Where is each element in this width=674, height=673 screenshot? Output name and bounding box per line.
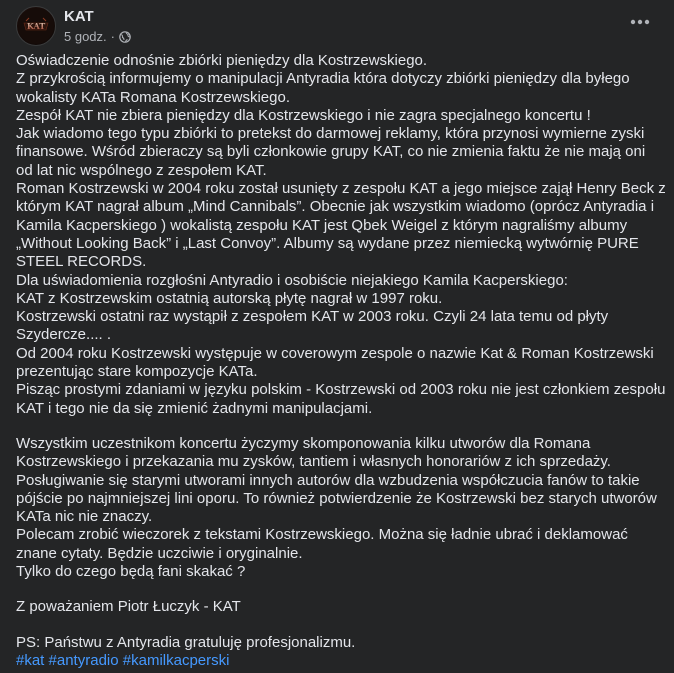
post-ps: PS: Państwu z Antyradia gratuluję profesjonalizmu. [16, 633, 356, 651]
post-text-line: KAT z Kostrzewskim ostatnią autorską płytę nagrał w 1997 roku. [16, 289, 443, 307]
post-text-line: Dla uświadomienia rozgłośni Antyradio i osobiście niejakiego Kamila Kacperskiego: [16, 271, 568, 289]
post-text-line: Od 2004 roku Kostrzewski występuje w coverowym zespole o nazwie Kat & Roman Kostrzewski prezentując stare kompozycje KATa. [16, 344, 654, 381]
post-signature: Z poważaniem Piotr Łuczyk - KAT [16, 598, 241, 616]
hashtag-link[interactable]: #kat [16, 651, 45, 669]
post-text-line: Z przykrością informujemy o manipulacji Antyradia która dotyczy zbiórki pieniędzy dla byłego wokalisty KATa Romana Kostrzewskiego. [16, 70, 630, 106]
avatar[interactable] [16, 6, 56, 46]
post-meta [64, 29, 131, 45]
post-text-line: Pisząc prostymi zdaniami w języku polskim - Kostrzewski od 2003 roku nie jest członkiem zespołu KAT i tego nie da się zmienić żadnymi manipulacjami. [16, 381, 666, 417]
paragraph-gap [16, 418, 666, 435]
post-text-line: Oświadczenie odnośnie zbiórki pieniędzy dla Kostrzewskiego. [16, 52, 428, 69]
hashtag-list [16, 652, 666, 670]
paragraph-gap [16, 617, 666, 634]
paragraph-gap [16, 581, 666, 598]
hashtag-link[interactable]: #kamilkacperski [122, 651, 230, 669]
post-header [16, 0, 662, 54]
more-horizontal-icon [630, 19, 650, 25]
post-text-line: Kostrzewski ostatni raz wystąpił z zespołem KAT w 2003 roku. Czyli 24 lata temu od płyty Szyderczе.... . [16, 308, 609, 344]
post-text-line: Roman Kostrzewski w 2004 roku został usunięty z zespołu KAT a jego miejsce zajął Henry Beck z którym KAT nagrał album „Mind Cannibals”. Obecnie jak wszystkim wiadomo (oprócz Antyradia i Kamila Kacperskiego ) wokalistą zespołu KAT jest Qbek Weigel z którym nagraliśmy albumy „Without Looking Back” i „Last Convoy”. Albumy są wydane przez niemiecką wytwórnię PURE STEEL RECORDS. [16, 180, 666, 271]
post-body [16, 52, 666, 670]
post-text-line: Zespół KAT nie zbiera pieniędzy dla Kostrzewskiego i nie zagra specjalnego koncertu ! [16, 106, 591, 124]
more-options-button[interactable] [624, 10, 656, 34]
post-text-line: Posługiwanie się starymi utworami innych autorów dla wzbudzenia współczucia fanów to takie pójście po najmniejszej lini oporu. To również potwierdzenie że Kostrzewski bez starych utworów KATa nic nie znaczy. [16, 471, 657, 526]
hashtag-link[interactable]: #antyradio [48, 651, 119, 669]
globe-icon[interactable] [119, 31, 131, 43]
post-text-line: Wszystkim uczestnikom koncertu życzymy skomponowania kilku utworów dla Romana Kostrzewskiego i przekazania mu zysków, tantiem i własnych honorariów z ich sprzedaży. [16, 434, 611, 471]
meta-separator: · [110, 29, 115, 44]
post-text-line: Polecam zrobić wieczorek z tekstami Kostrzewskiego. Można się ładnie ubrać i deklamować znane cytaty. Będzie uczciwie i oryginalnie. [16, 526, 628, 562]
post-text-line: Jak wiadomo tego typu zbiórki to pretekst do darmowej reklamy, która przynosi wymierne zyski finansowe. Wśród zbieraczy są byli członkowie grupy KAT, co nie zmienia faktu że nie mają oni od lat nic wspólnego z zespołem KAT. [16, 125, 646, 179]
svg-text:KAT: KAT [26, 21, 46, 31]
kat-logo-icon [17, 7, 55, 45]
author-name[interactable]: KAT [64, 8, 94, 25]
post-timestamp[interactable]: 5 godz. [64, 29, 107, 44]
post-text-line: Tylko do czego będą fani skakać ? [16, 563, 246, 581]
